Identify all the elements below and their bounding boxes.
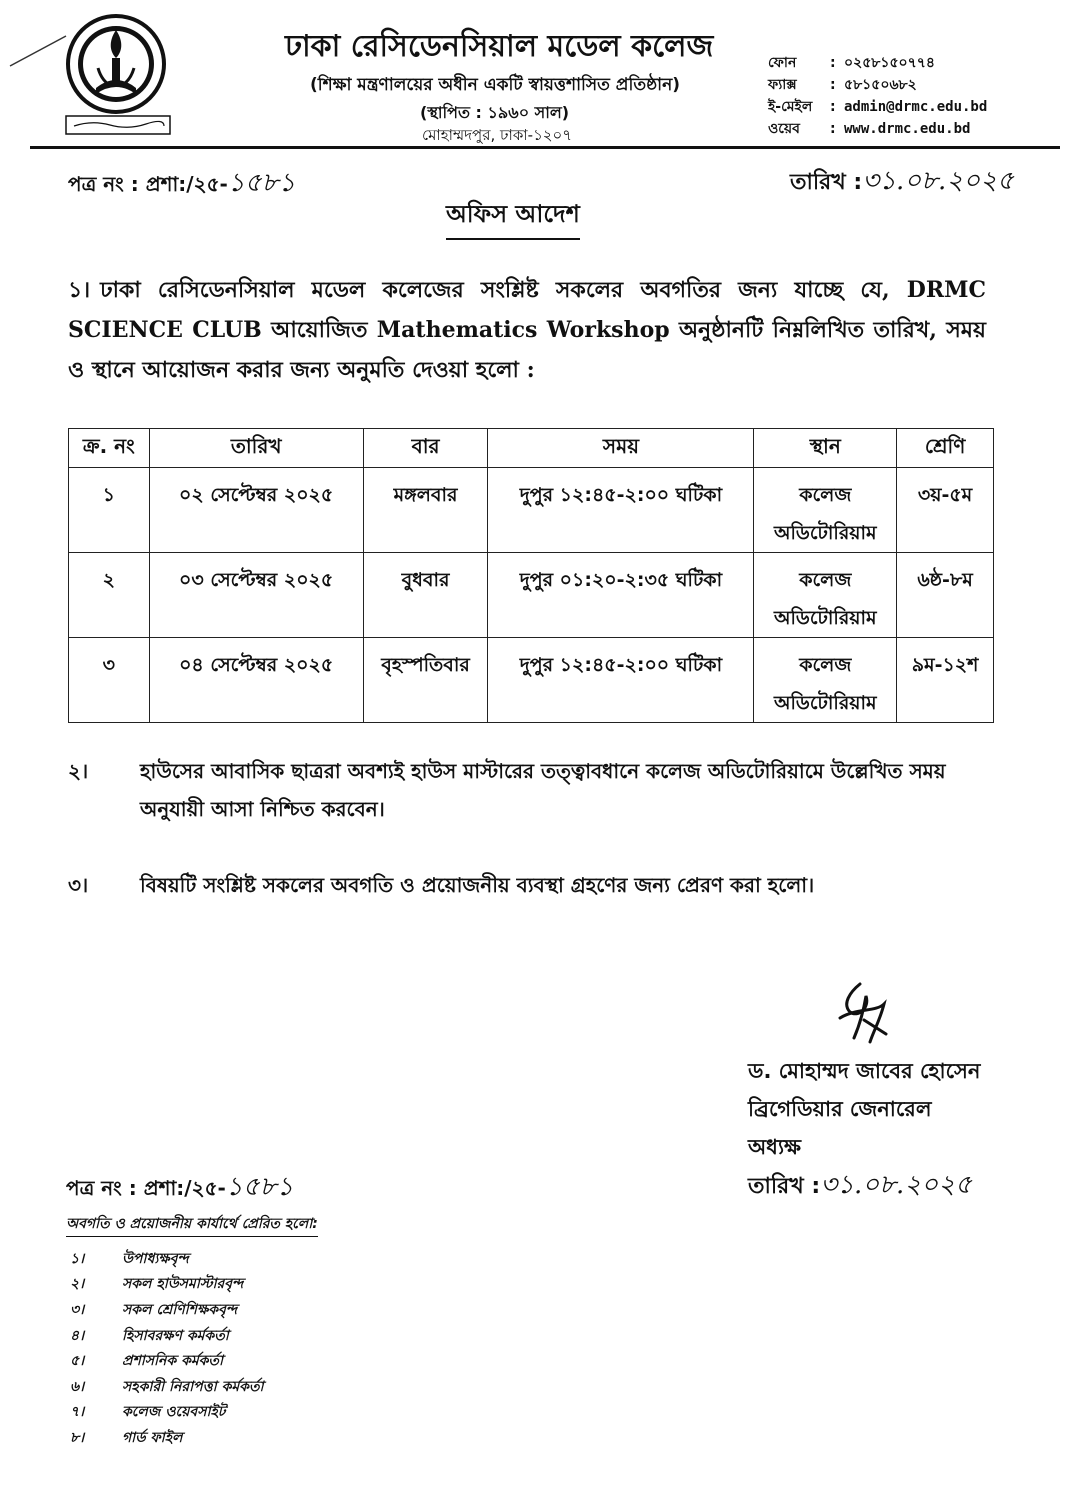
cell-venue: কলেজ অডিটোরিয়াম [774, 654, 877, 714]
signatory-title: অধ্যক্ষ [748, 1135, 802, 1159]
cell-serial: ৩ [102, 654, 115, 676]
list-item: ৩। সকল শ্রেণিশিক্ষকবৃন্দ [70, 1301, 238, 1318]
contact-info [768, 52, 987, 140]
contact-phone: ফোন : ০২৫৮১৫০৭৭৪ [768, 55, 935, 71]
paragraph-2: ২। হাউসের আবাসিক ছাত্ররা অবশ্যই হাউস মাস্টারের তত্ত্বাবধানে কলেজ অডিটোরিয়ামে উল্লেখিত সময় অনুযায়ী আসা নিশ্চিত করবেন। [68, 759, 946, 821]
cell-date: ০৩ সেপ্টেম্বর ২০২৫ [179, 569, 334, 591]
cell-day: বৃহস্পতিবার [381, 654, 470, 676]
workshop-schedule-table [68, 428, 994, 723]
cell-venue: কলেজ অডিটোরিয়াম [774, 484, 877, 544]
list-item: ৮। গার্ড ফাইল [70, 1429, 183, 1446]
header-class: শ্রেণি [897, 429, 994, 468]
institution-subtitle: (শিক্ষা মন্ত্রণালয়ের অধীন একটি স্বায়ত্তশাসিত প্রতিষ্ঠান) [310, 75, 681, 95]
cell-class: ৩য়-৫ম [917, 484, 973, 506]
cell-day: মঙ্গলবার [393, 484, 458, 506]
table-header-row [69, 429, 994, 468]
cell-time: দুপুর ১২:৪৫-২:০০ ঘটিকা [519, 654, 723, 676]
header-time: সময় [488, 429, 754, 468]
list-item: ৫। প্রশাসনিক কর্মকর্তা [70, 1353, 223, 1370]
table-row [69, 553, 994, 638]
signatory-block [748, 1052, 980, 1206]
pen-mark [8, 30, 68, 70]
established-year: (স্থাপিত : ১৯৬০ সাল) [420, 103, 570, 122]
list-item: ৭। কলেজ ওয়েবসাইট [70, 1404, 226, 1421]
cell-date: ০২ সেপ্টেম্বর ২০২৫ [179, 484, 334, 506]
cell-class: ৬ষ্ঠ-৮ম [917, 569, 973, 591]
handwritten-ref-number: ১৫৮১ [227, 168, 296, 198]
cell-serial: ১ [102, 484, 115, 506]
reference-number: পত্র নং : প্রশা:/২৫-১৫৮১ [68, 168, 296, 198]
signatory-name: ড. মোহাম্মদ জাবের হোসেন [748, 1059, 981, 1083]
cell-class: ৯ম-১২শ [911, 654, 979, 676]
header-day: বার [363, 429, 488, 468]
signatory-rank: ব্রিগেডিয়ার জেনারেল [748, 1097, 932, 1121]
paragraph-3: ৩। বিষয়টি সংশ্লিষ্ট সকলের অবগতি ও প্রয়োজনীয় ব্যবস্থা গ্রহণের জন্য প্রেরণ করা হলো। [68, 873, 815, 897]
contact-email: ই-মেইল : admin@drmc.edu.bd [768, 99, 988, 115]
header-serial: ক্র. নং [69, 429, 150, 468]
header-date: তারিখ [149, 429, 363, 468]
distribution-reference-number: পত্র নং : প্রশা:/২৫-১৫৮১ [66, 1172, 294, 1202]
cell-time: দুপুর ১২:৪৫-২:০০ ঘটিকা [519, 484, 723, 506]
letterhead-divider [30, 146, 1060, 149]
cell-venue: কলেজ অডিটোরিয়াম [774, 569, 877, 629]
institution-name: ঢাকা রেসিডেনসিয়াল মডেল কলেজ [285, 29, 714, 64]
cell-day: বুধবার [401, 569, 450, 591]
cell-serial: ২ [102, 569, 115, 591]
paragraph-1: ১। ঢাকা রেসিডেনসিয়াল মডেল কলেজের সংশ্লিষ্ট সকলের অবগতির জন্য যাচ্ছে যে, DRMC SCIENCE CLUB আয়োজিত Mathematics Workshop অনুষ্ঠানটি নিম্নলিখিত তারিখ, সময় ও স্থানে আয়োজন করার জন্য অনুমতি দেওয়া হলো : [68, 277, 986, 383]
institution-address: মোহাম্মদপুর, ঢাকা-১২০৭ [422, 126, 573, 144]
handwritten-signature [820, 978, 910, 1048]
document-heading: অফিস আদেশ [446, 196, 580, 240]
handwritten-ref-number: ১৫৮১ [225, 1172, 294, 1202]
distribution-heading: অবগতি ও প্রয়োজনীয় কার্যার্থে প্রেরিত হলো: [66, 1212, 318, 1237]
header-venue: স্থান [754, 429, 897, 468]
list-item: ১। উপাধ্যক্ষবৃন্দ [70, 1250, 189, 1267]
contact-fax: ফ্যাক্স : ৫৮১৫০৬৮২ [768, 77, 917, 93]
handwritten-date: ৩১.০৮.২০২৫ [862, 166, 1014, 196]
table-row [69, 638, 994, 723]
list-item: ৬। সহকারী নিরাপত্তা কর্মকর্তা [70, 1378, 264, 1395]
signature-date: তারিখ :৩১.০৮.২০২৫ [748, 1170, 972, 1200]
letter-date: তারিখ :৩১.০৮.২০২৫ [790, 166, 1014, 196]
cell-date: ০৪ সেপ্টেম্বর ২০২৫ [179, 654, 334, 676]
list-item: ২। সকল হাউসমাস্টারবৃন্দ [70, 1276, 244, 1293]
contact-web: ওয়েব : www.drmc.edu.bd [768, 121, 971, 137]
college-emblem-logo [62, 8, 180, 138]
cell-time: দুপুর ০১:২০-২:৩৫ ঘটিকা [519, 569, 723, 591]
distribution-list [70, 1246, 264, 1451]
list-item: ৪। হিসাবরক্ষণ কর্মকর্তা [70, 1327, 229, 1344]
table-row [69, 468, 994, 553]
handwritten-date: ৩১.০৮.২০২৫ [820, 1170, 972, 1200]
